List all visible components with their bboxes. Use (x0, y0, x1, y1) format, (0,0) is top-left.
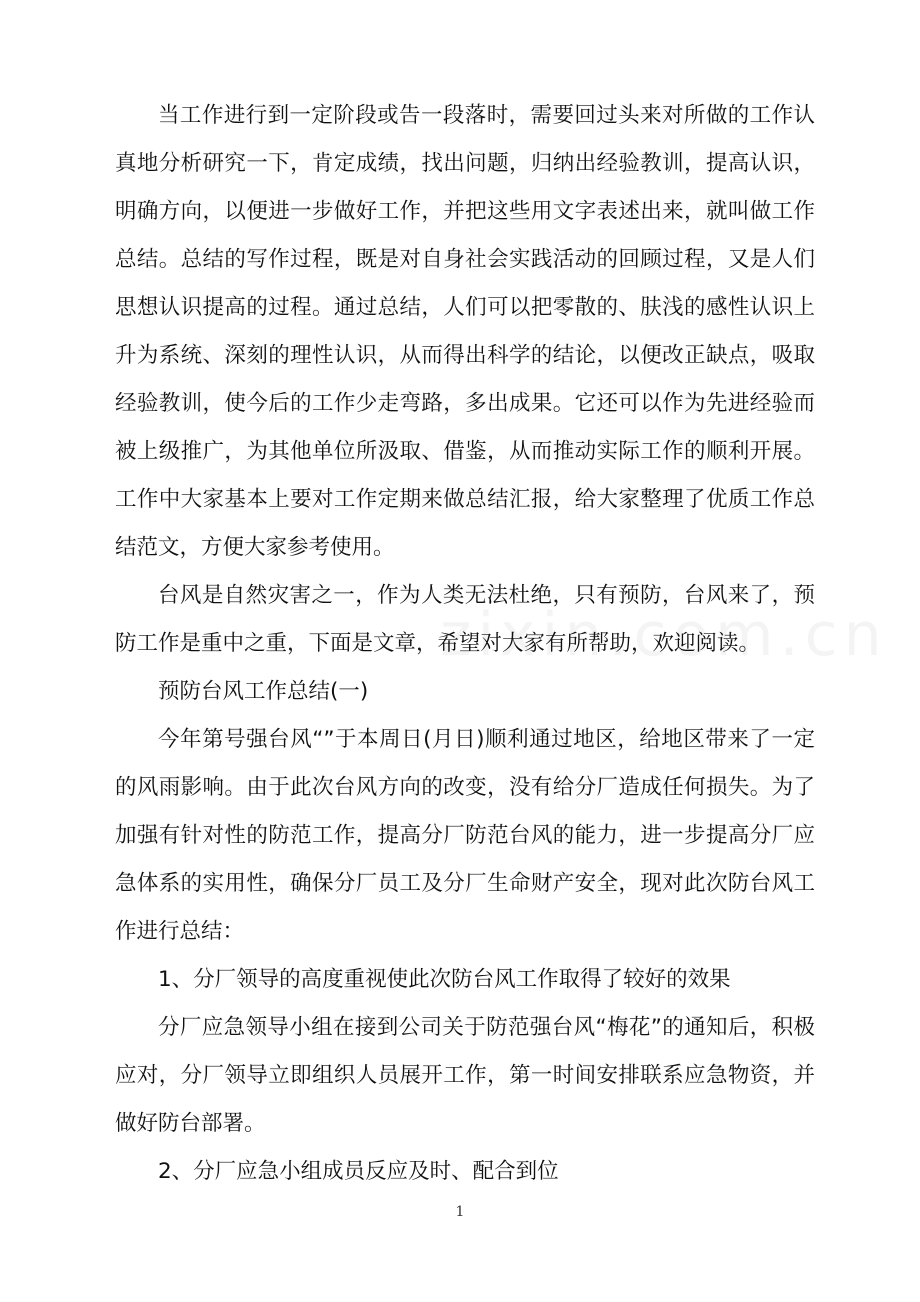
section-title: 预防台风工作总结(一) (158, 679, 369, 704)
paragraph-item-1: 分厂应急领导小组在接到公司关于防范强台风“梅花”的通知后，积极应对，分厂领导立即组织人员展开工作，第一时间安排联系应急物资，并做好防台部署。 (115, 1015, 815, 1136)
paragraph-typhoon-intro: 台风是自然灾害之一，作为人类无法杜绝，只有预防，台风来了，预防工作是重中之重，下面是文章，希望对大家有所帮助，欢迎阅读。 (115, 583, 815, 656)
heading-item-1: 1、分厂领导的高度重视使此次防台风工作取得了较好的效果 (158, 967, 731, 992)
document-body (115, 92, 815, 1196)
page-number: 1 (455, 1204, 465, 1220)
heading-item-2: 2、分厂应急小组成员反应及时、配合到位 (158, 1159, 559, 1184)
paragraph-summary: 今年第号强台风“”于本周日(月日)顺利通过地区，给地区带来了一定的风雨影响。由于此次台风方向的改变，没有给分厂造成任何损失。为了加强有针对性的防范工作，提高分厂防范台风的能力，进一步提高分厂应急体系的实用性，确保分厂员工及分厂生命财产安全，现对此次防台风工作进行总结： (115, 727, 815, 944)
paragraph-intro: 当工作进行到一定阶段或告一段落时，需要回过头来对所做的工作认真地分析研究一下，肯定成绩，找出问题，归纳出经验教训，提高认识，明确方向，以便进一步做好工作，并把这些用文字表述出来，就叫做工作总结。总结的写作过程，既是对自身社会实践活动的回顾过程，又是人们思想认识提高的过程。通过总结，人们可以把零散的、肤浅的感性认识上升为系统、深刻的理性认识，从而得出科学的结论，以便改正缺点，吸取经验教训，使今后的工作少走弯路，多出成果。它还可以作为先进经验而被上级推广，为其他单位所汲取、借鉴，从而推动实际工作的顺利开展。工作中大家基本上要对工作定期来做总结汇报，给大家整理了优质工作总结范文，方便大家参考使用。 (115, 103, 815, 560)
